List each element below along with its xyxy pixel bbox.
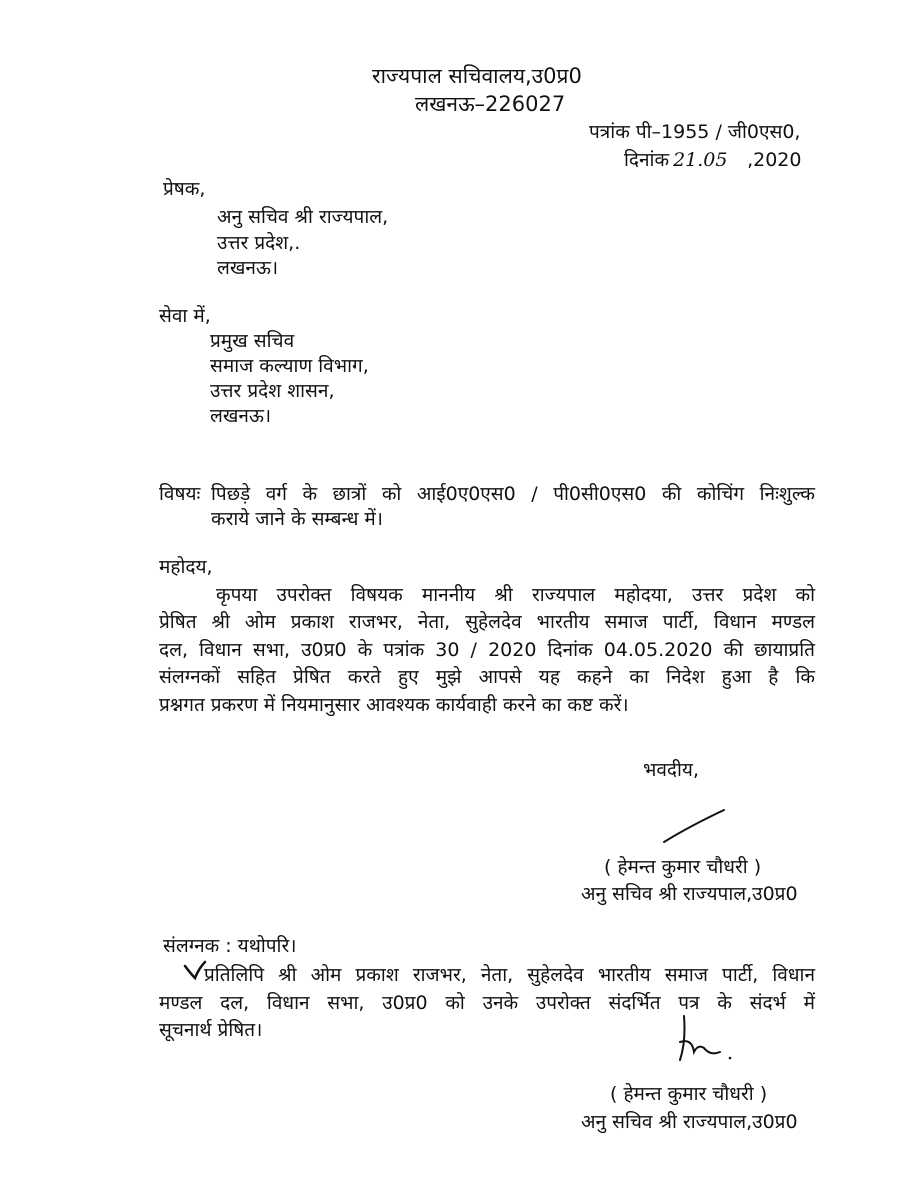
date-label: दिनांक xyxy=(624,149,670,171)
subject-line: पिछड़े वर्ग के छात्रों को आई0ए0एस0 / पी0सी0एस0 की कोचिंग निःशुल्क xyxy=(211,483,815,505)
signatory-designation: अनु सचिव श्री राज्यपाल,उ0प्र0 xyxy=(581,883,798,905)
date-year: ,2020 xyxy=(747,149,802,171)
sender-line: अनु सचिव श्री राज्यपाल, xyxy=(217,206,389,228)
copy-line: सूचनार्थ प्रेषित। xyxy=(159,1019,263,1041)
recipient-line: प्रमुख सचिव xyxy=(210,330,295,352)
body-line: संलग्नकों सहित प्रेषित करते हुए मुझे आपसे यह कहने का निदेश हुआ है कि xyxy=(159,666,815,688)
closing: भवदीय, xyxy=(643,759,699,781)
body-line: दल, विधान सभा, उ0प्र0 के पत्रांक 30 / 2020 दिनांक 04.05.2020 की छायाप्रति xyxy=(159,639,815,661)
signatory-name: ( हेमन्त कुमार चौधरी ) xyxy=(610,1083,768,1105)
sender-label: प्रेषक, xyxy=(163,178,206,200)
signatory-designation: अनु सचिव श्री राज्यपाल,उ0प्र0 xyxy=(581,1111,798,1133)
recipient-line: लखनऊ। xyxy=(210,405,272,427)
reference-number: पत्रांक पी–1955 / जी0एस0, xyxy=(589,121,801,143)
copy-line: प्रतिलिपि श्री ओम प्रकाश राजभर, नेता, सुहेलदेव भारतीय समाज पार्टी, विधान xyxy=(204,964,815,986)
salutation: महोदय, xyxy=(159,556,213,578)
enclosure: संलग्नक : यथोपरि। xyxy=(163,935,297,957)
body-line: कृपया उपरोक्त विषयक माननीय श्री राज्यपाल महोदया, उत्तर प्रदेश को xyxy=(216,584,815,606)
sender-line: लखनऊ। xyxy=(217,257,279,279)
office-title: राज्यपाल सचिवालय,उ0प्र0 xyxy=(372,64,582,88)
subject-line: कराये जाने के सम्बन्ध में। xyxy=(211,508,383,530)
body-line: प्रेषित श्री ओम प्रकाश राजभर, नेता, सुहेलदेव भारतीय समाज पार्टी, विधान मण्डल xyxy=(159,611,815,633)
office-city-pin: लखनऊ–226027 xyxy=(415,92,566,116)
signature-handwritten xyxy=(664,1012,744,1072)
signature-stroke xyxy=(660,806,730,846)
recipient-line: उत्तर प्रदेश शासन, xyxy=(210,380,335,402)
signatory-name: ( हेमन्त कुमार चौधरी ) xyxy=(604,856,762,878)
body-line: प्रश्नगत प्रकरण में नियमानुसार आवश्यक कार्यवाही करने का कष्ट करें। xyxy=(159,694,629,716)
copy-line: मण्डल दल, विधान सभा, उ0प्र0 को उनके उपरोक्त संदर्भित पत्र के संदर्भ में xyxy=(159,992,815,1014)
subject-label: विषयः xyxy=(159,483,201,505)
recipient-line: समाज कल्याण विभाग, xyxy=(210,355,369,377)
sender-line: उत्तर प्रदेश,. xyxy=(217,232,301,254)
date-handwritten: 21.05 xyxy=(673,149,728,171)
recipient-label: सेवा में, xyxy=(159,305,211,327)
letter-date xyxy=(624,146,801,172)
